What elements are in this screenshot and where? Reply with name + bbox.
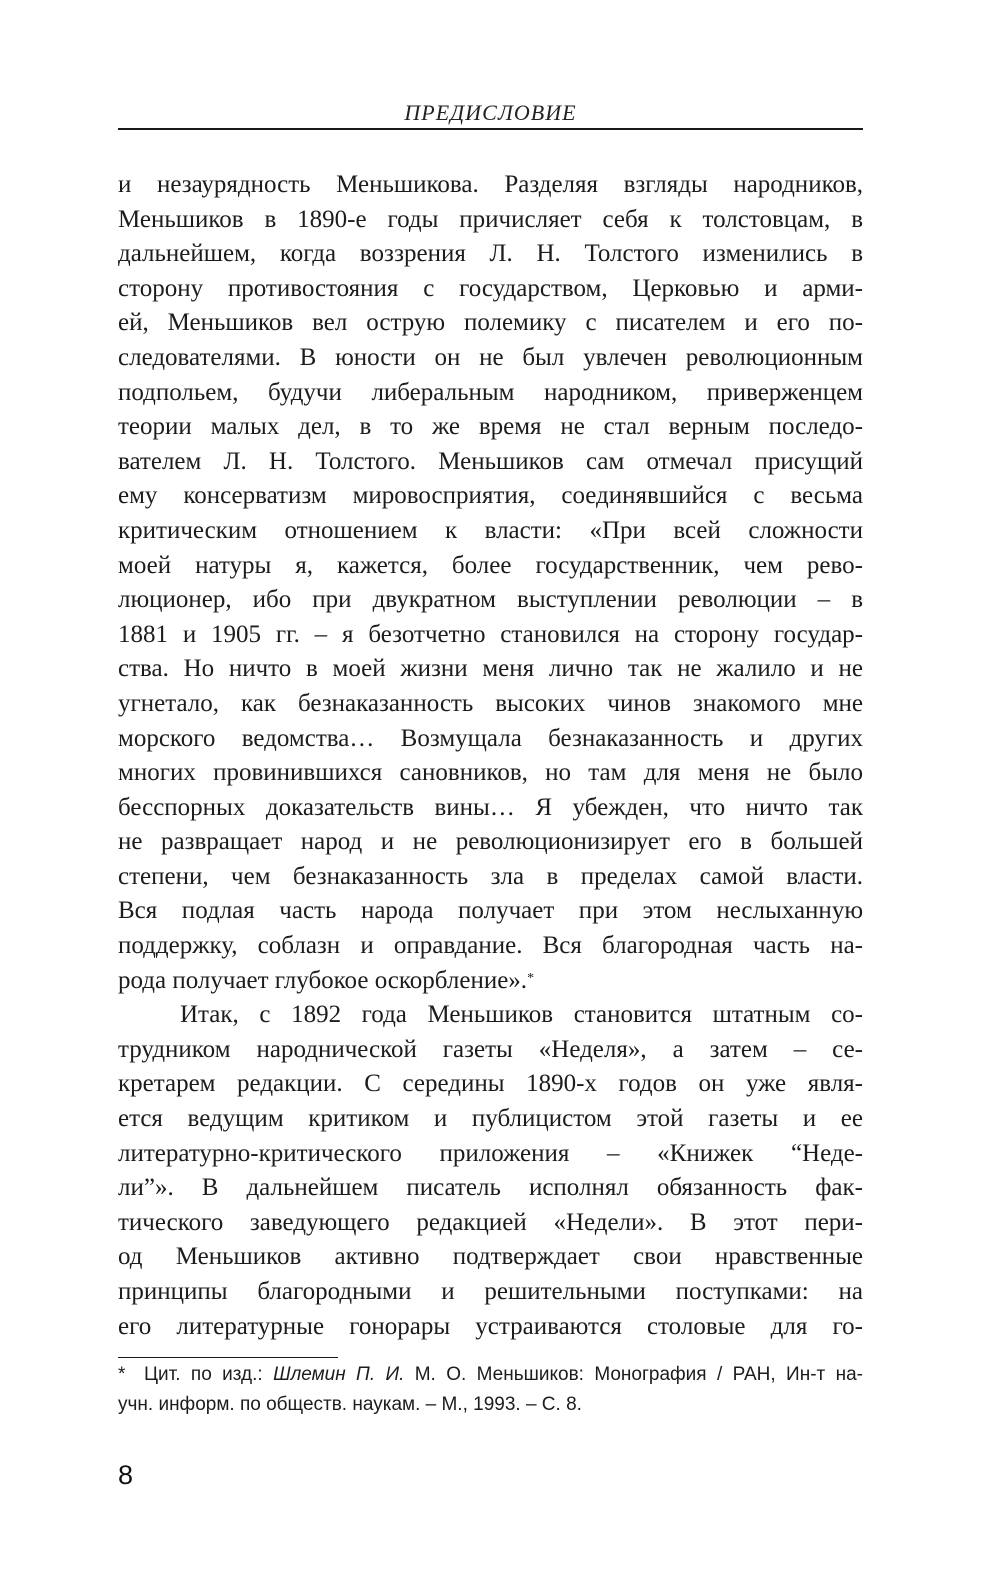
text-line: вателем Л. Н. Толстого. Меньшиков сам отмечал присущий <box>118 447 863 475</box>
text-line: од Меньшиков активно подтверждает свои нравственные <box>118 1243 863 1271</box>
text-line: ется ведущим критиком и публицистом этой газеты и ее <box>118 1105 863 1133</box>
text-line: следователями. В юности он не был увлечен революционным <box>118 343 863 371</box>
footnote-rule <box>118 1357 338 1358</box>
text-line: многих провинившихся сановников, но там для меня не было <box>118 759 863 787</box>
text-line: подпольем, будучи либеральным народником, приверженцем <box>118 378 863 406</box>
text-line: ли”». В дальнейшем писатель исполнял обязанность фак- <box>118 1174 863 1202</box>
text-line: теории малых дел, в то же время не стал верным последо- <box>118 413 863 441</box>
text-line: ства. Но ничто в моей жизни меня лично так не жалило и не <box>118 655 863 683</box>
header-rule <box>118 128 863 130</box>
running-head: ПРЕДИСЛОВИЕ <box>404 100 577 125</box>
text-line: степени, чем безнаказанность зла в пределах самой власти. <box>118 862 863 890</box>
text-line: тического заведующего редакцией «Недели». В этот пери- <box>118 1208 863 1236</box>
text-line: бесспорных доказательств вины… Я убежден, что ничто так <box>118 793 863 821</box>
quote-end-text: рода получает глубокое оскорбление». <box>118 966 528 994</box>
text-line: 1881 и 1905 гг. – я безотчетно становился на сторону государ- <box>118 620 863 648</box>
text-line: критическим отношением к власти: «При всей сложности <box>118 516 863 544</box>
text-line: люционер, ибо при двукратном выступлении революции – в <box>118 586 863 614</box>
footnote-author: Шлемин П. И. <box>273 1364 405 1385</box>
text-line: кретарем редакции. С середины 1890-х годов он уже явля- <box>118 1070 863 1098</box>
text-line: Вся подлая часть народа получает при этом неслыханную <box>118 897 863 925</box>
text-line: поддержку, соблазн и оправдание. Вся благородная часть на- <box>118 932 863 960</box>
text-line: Меньшиков в 1890-е годы причисляет себя к толстовцам, в <box>118 205 863 233</box>
page-number: 8 <box>118 1460 134 1490</box>
footnote-line <box>118 1360 863 1390</box>
text-line: ей, Меньшиков вел острую полемику с писателем и его по- <box>118 309 863 337</box>
text-line: морского ведомства… Возмущала безнаказанность и других <box>118 724 863 752</box>
text-line: ему консерватизм мировосприятия, соединявшийся с весьма <box>118 482 863 510</box>
text-line: дальнейшем, когда воззрения Л. Н. Толстого изменились в <box>118 240 863 268</box>
text-line: и незаурядность Меньшикова. Разделяя взгляды народников, <box>118 171 863 198</box>
text-line: литературно-критического приложения – «Книжек “Неде- <box>118 1139 863 1167</box>
footnote-star: * <box>118 1364 126 1385</box>
text-line-last <box>118 964 863 999</box>
footnote-marker[interactable]: * <box>527 970 535 986</box>
text-line: моей натуры я, кажется, более государственник, чем рево- <box>118 551 863 579</box>
footnote <box>118 1360 863 1420</box>
text-line: его литературные гонорары устраиваются столовые для го- <box>118 1312 863 1340</box>
footnote-citation: М. О. Меньшиков: Монография / РАН, Ин-т на- <box>404 1364 863 1385</box>
text-line: трудником народнической газеты «Неделя», а затем – се- <box>118 1035 863 1063</box>
text-line: принципы благородными и решительными поступками: на <box>118 1278 863 1305</box>
main-text <box>118 168 863 1344</box>
footnote-prefix: Цит. по изд.: <box>144 1364 274 1385</box>
text-line: сторону противостояния с государством, Церковью и арми- <box>118 274 863 302</box>
text-line: не развращает народ и не революционизирует его в большей <box>118 828 863 856</box>
paragraph-first-line: Итак, с 1892 года Меньшиков становится штатным со- <box>180 1001 863 1029</box>
text-line: угнетало, как безнаказанность высоких чинов знакомого мне <box>118 689 863 717</box>
footnote-line: учн. информ. по обществ. наукам. – М., 1993. – С. 8. <box>118 1394 582 1415</box>
